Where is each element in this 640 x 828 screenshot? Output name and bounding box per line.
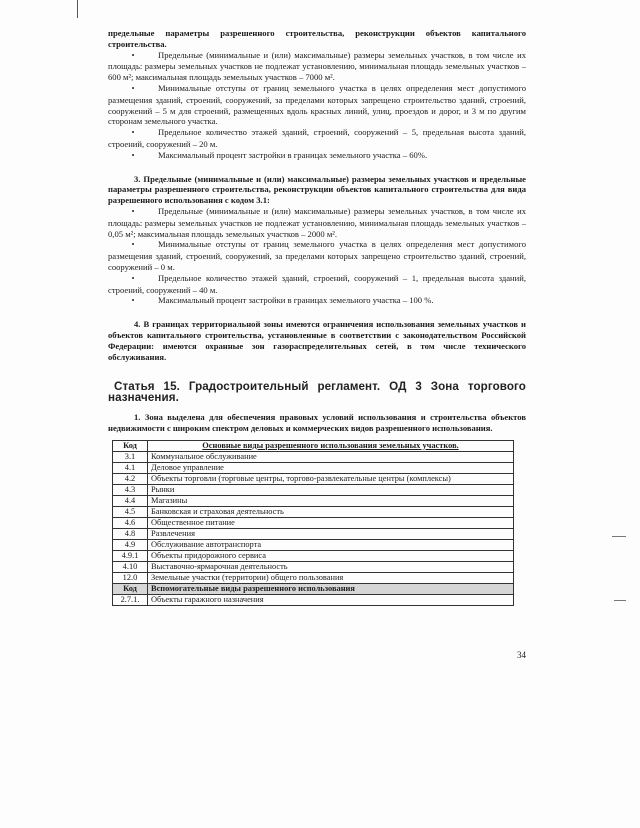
article-intro: 1. Зона выделена для обеспечения правовых условий использования и строительства объектов недвижимости с широким спектром деловых и коммерческих видов разрешенного использования. [108,411,526,433]
row-code: 4.9.1 [113,550,148,561]
scan-mark [612,536,626,537]
header-title: Основные виды разрешенного использования земельных участков. [148,440,514,451]
header-code: Код [113,440,148,451]
row-code: 4.2 [113,473,148,484]
row-name: Обслуживание автотранспорта [148,539,514,550]
row-name: Рынки [148,484,514,495]
table-header-aux [113,583,514,594]
bullet-icon: • [131,273,135,283]
section4-text: 4. В границах территориальной зоны имеются ограничения использования земельных участков и объектов капитального строительства, установленные в соответствии с законодательством Российской Федерации: имеются охранные зон газораспределительных сетей, в том числе технического обслуживания. [108,319,526,362]
section3-heading: 3. Предельные (минимальные и (или) максимальные) размеры земельных участков и предельные параметры разрешенного строительства, реконструкции объектов капитального строительства для вида разрешенного использования с кодом 3.1: [108,173,526,206]
s3-bullet-1: • Предельные (минимальные и (или) максимальные) размеры земельных участков, в том числе их площадь: размеры земельных участков не подлежат установлению, минимальная площадь земельных участков – 0,05 м²; максимальная площадь земельных участков – 2000 м². [108,205,526,239]
article-title: Статья 15. Градостроительный регламент. ОД 3 Зона торгового назначения. [108,380,526,405]
s2-bullet-3: • Предельное количество этажей зданий, строений, сооружений – 5, предельная высота зданий, строений, сооружений – 20 м. [108,127,526,149]
row-name: Банковская и страховая деятельность [148,506,514,517]
row-code: 12.0 [113,572,148,583]
row-name: Деловое управление [148,462,514,473]
table-header-main [113,440,514,451]
row-name: Объекты торговли (торговые центры, торгово-развлекательные центры (комплексы) [148,473,514,484]
scan-margin-line [77,0,78,18]
row-name: Коммунальное обслуживание [148,451,514,462]
bullet-icon: • [131,128,135,138]
scan-mark [614,600,626,601]
table-row [113,572,514,583]
row-code: 4.6 [113,517,148,528]
table-row [113,506,514,517]
row-code: 2.7.1. [113,594,148,605]
table-row [113,451,514,462]
row-name: Общественное питание [148,517,514,528]
table-row [113,594,514,605]
table-row [113,462,514,473]
s2-bullet-1: • Предельные (минимальные и (или) максимальные) размеры земельных участков, в том числе их площадь: размеры земельных участков не подлежат установлению, минимальная площадь земельных участков – 600 м²; максимальная площадь земельных участков – 7000 м². [108,49,526,83]
row-name: Земельные участки (территории) общего пользования [148,572,514,583]
bullet-icon: • [131,150,135,160]
row-name: Выставочно-ярмарочная деятельность [148,561,514,572]
row-code: 4.9 [113,539,148,550]
s2-bullet-4: • Максимальный процент застройки в границах земельного участка – 60%. [108,150,526,162]
bullet-icon: • [131,240,135,250]
table-row [113,495,514,506]
table-row [113,517,514,528]
row-name: Магазины [148,495,514,506]
row-name: Объекты гаражного назначения [148,594,514,605]
page-number: 34 [517,650,526,660]
s2-bullet-2: • Минимальные отступы от границ земельного участка в целях определения мест допустимого размещения зданий, строений, сооружений, за пределами которых запрещено строительство зданий, строений, сооружений – 5 м для строений, размещенных вдоль красных линий, улиц, проездов и дорог, и 3 м по другим сторонам земельного участка. [108,82,526,127]
bullet-icon: • [131,83,135,93]
bullet-icon: • [131,206,135,216]
row-code: 3.1 [113,451,148,462]
s3-bullet-3: • Предельное количество этажей зданий, строений, сооружений – 1, предельная высота зданий, строений, сооружений – 40 м. [108,272,526,295]
aux-header-title: Вспомогательные виды разрешенного использования [148,583,514,594]
permitted-uses-table [112,440,514,606]
row-code: 4.1 [113,462,148,473]
row-code: 4.8 [113,528,148,539]
table-row [113,539,514,550]
table-row [113,473,514,484]
row-name: Объекты придорожного сервиса [148,550,514,561]
s3-bullet-4: • Максимальный процент застройки в границах земельного участка – 100 %. [108,295,526,307]
bullet-icon: • [131,50,135,60]
row-code: 4.10 [113,561,148,572]
row-code: 4.3 [113,484,148,495]
row-code: 4.5 [113,506,148,517]
s3-bullet-2: • Минимальные отступы от границ земельного участка в целях определения мест допустимого размещения зданий, строений, сооружений, за пределами которых запрещено строительство зданий, строений, сооружений – 0 м. [108,239,526,272]
table-row [113,528,514,539]
bullet-icon: • [131,296,135,306]
table-row [113,484,514,495]
table-row [113,561,514,572]
table-row [113,550,514,561]
aux-header-code: Код [113,583,148,594]
row-code: 4.4 [113,495,148,506]
section2-heading-tail: предельные параметры разрешенного строительства, реконструкции объектов капитального строительства. [108,28,526,49]
row-name: Развлечения [148,528,514,539]
document-content [108,28,526,606]
